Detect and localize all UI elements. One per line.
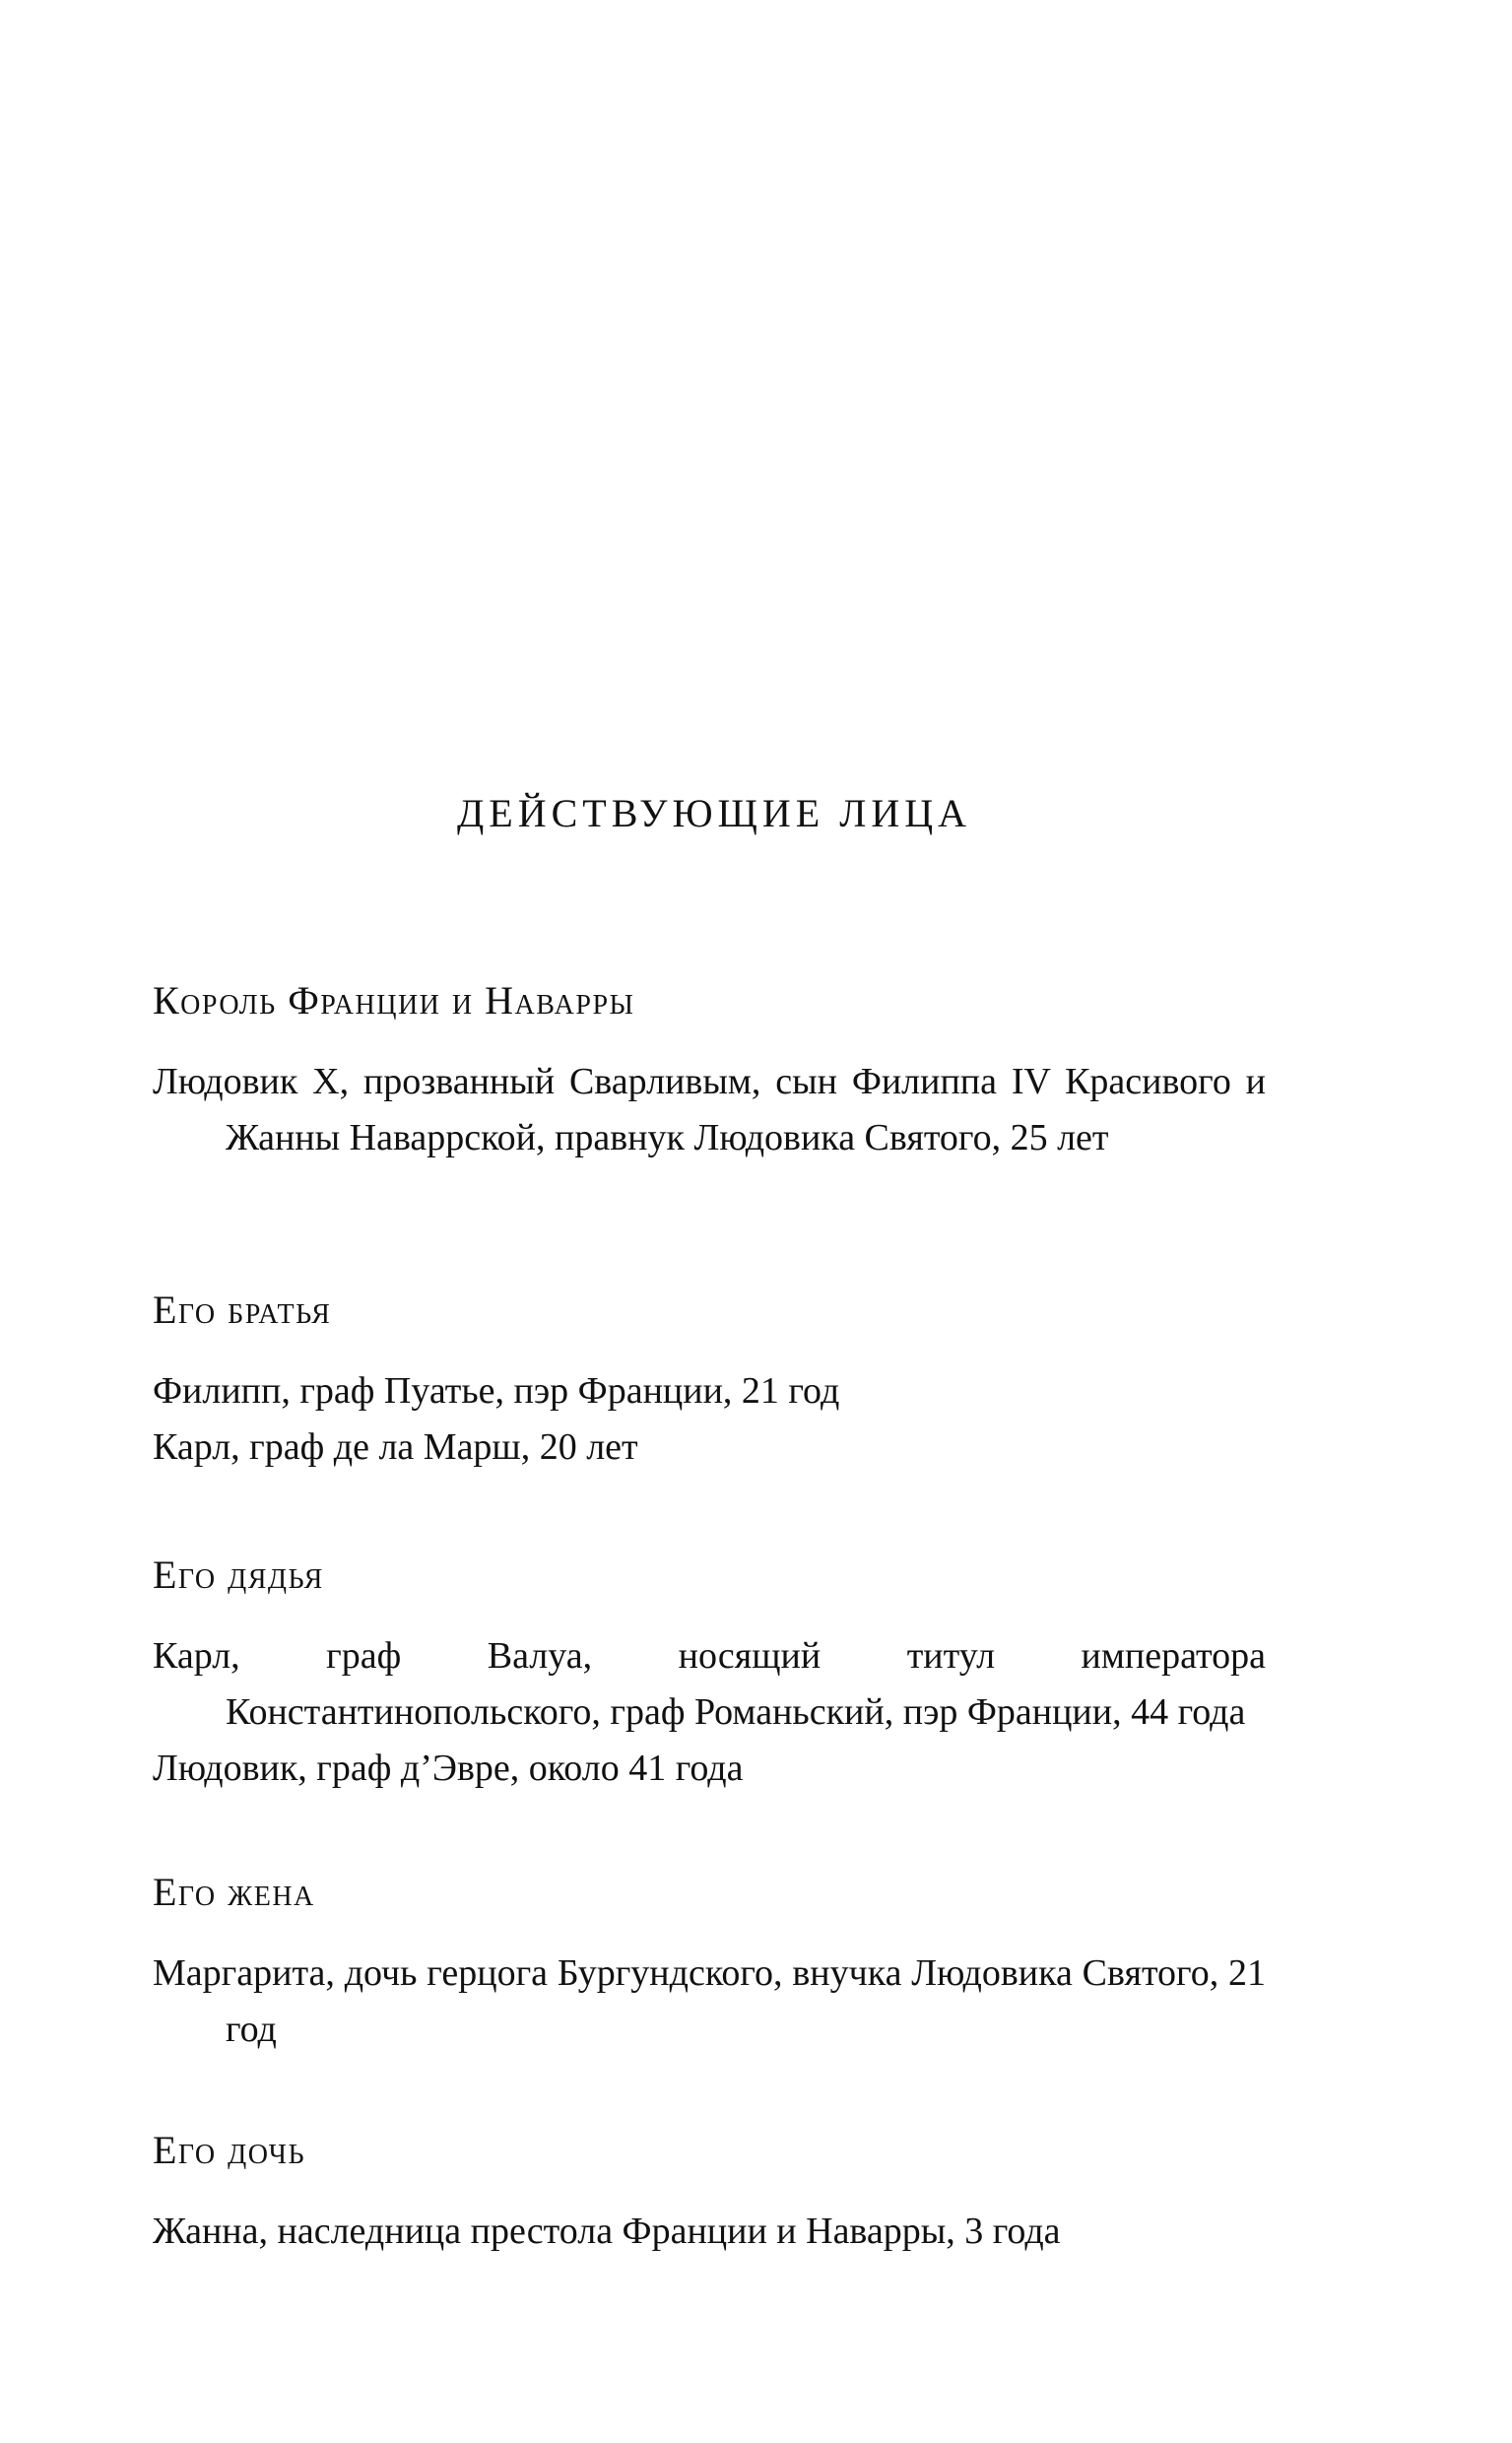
section-heading: Король Франции и Наварры [153, 978, 635, 1023]
character-entry: Карл, граф Валуа, носящий титул императора Константинопольского, граф Романьский, пэр Франции, 44 года [153, 1635, 1266, 1733]
section-heading: Его братья [153, 1288, 332, 1332]
section-brothers [153, 1285, 1266, 1476]
section-uncles [153, 1550, 1266, 1797]
character-entry: Карл, граф де ла Марш, 20 лет [153, 1426, 638, 1468]
section-heading: Его дочь [153, 2128, 306, 2172]
character-entry: Людовик X, прозванный Сварливым, сын Филиппа IV Красивого и Жанны Наваррской, правнук Людовика Святого, 25 лет [153, 1061, 1266, 1158]
character-entry: Жанна, наследница престола Франции и Наварры, 3 года [153, 2211, 1061, 2252]
character-entry: Филипп, граф Пуатье, пэр Франции, 21 год [153, 1370, 840, 1412]
section-daughter [153, 2125, 1266, 2260]
character-entry: Людовик, граф д’Эвре, около 41 года [153, 1748, 744, 1789]
page-title: ДЕЙСТВУЮЩИЕ ЛИЦА [456, 791, 972, 835]
section-heading: Его жена [153, 1870, 315, 1914]
character-entry: Маргарита, дочь герцога Бургундского, внучка Людовика Святого, 21 год [153, 1952, 1266, 2050]
section-king [153, 975, 1266, 1166]
section-heading: Его дядья [153, 1552, 324, 1597]
section-wife [153, 1867, 1266, 2058]
